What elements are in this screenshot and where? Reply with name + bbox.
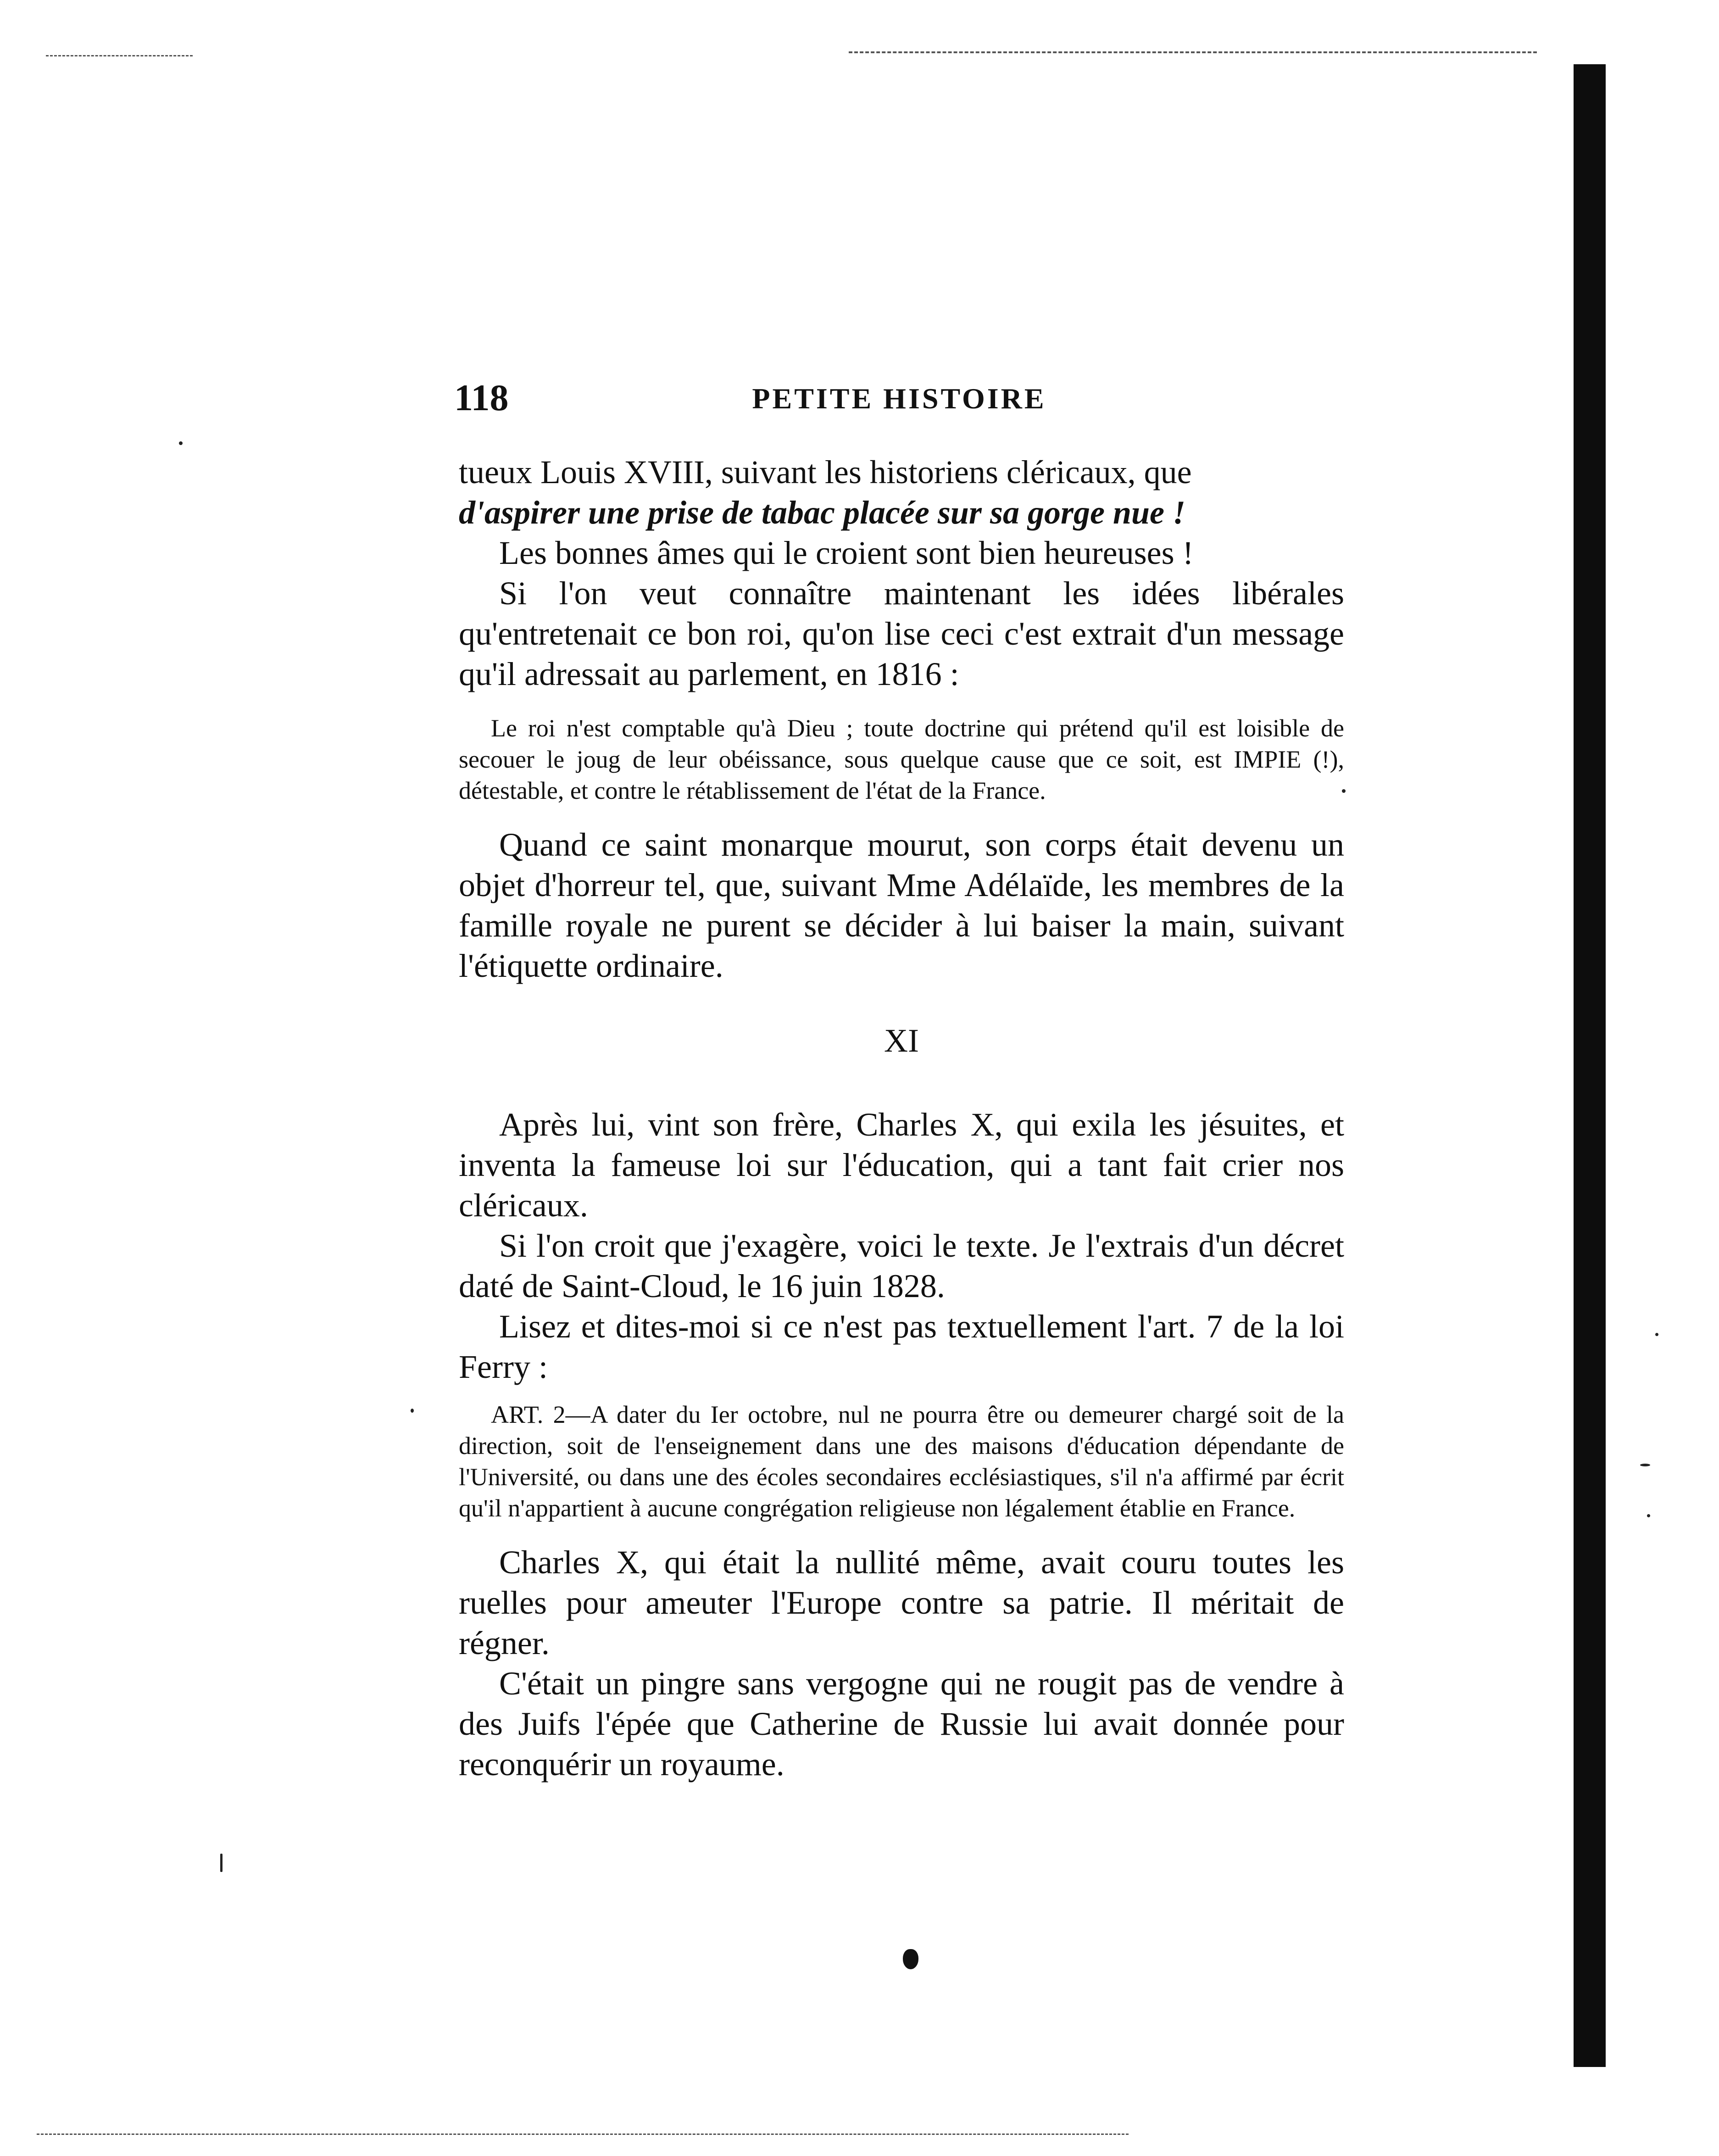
scan-speck [220, 1854, 223, 1872]
paragraph: Après lui, vint son frère, Charles X, qui exila les jésuites, et inventa la fameuse loi sur l'éducation, qui a tant fait crier nos cléricaux. [459, 1106, 1344, 1224]
paragraph: C'était un pingre sans vergogne qui ne rougit pas de vendre à des Juifs l'épée que Catherine de Russie lui avait donnée pour reconquérir un royaume. [459, 1665, 1344, 1783]
running-head [454, 376, 1344, 427]
scan-top-left-noise [46, 55, 193, 56]
scan-speck [411, 1409, 414, 1413]
running-title: PETITE HISTOIRE [752, 382, 1046, 415]
page-ornament [903, 1949, 918, 1969]
scan-speck [1655, 1333, 1658, 1336]
paragraph: Si l'on veut connaître maintenant les idées libérales qu'entretenait ce bon roi, qu'on lise ceci c'est extrait d'un message qu'il adressait au parlement, en 1816 : [459, 575, 1344, 692]
quoted-decree: ART. 2—A dater du Ier octobre, nul ne pourra être ou demeurer chargé soit de la direction, soit de l'enseignement dans une des maisons d'éducation dépendante de l'Université, ou dans une des écoles secondaires ecclésiastiques, s'il n'a affirmé par écrit qu'il n'appartient à aucune congrégation religieuse non légalement établie en France. [459, 1401, 1344, 1522]
scan-speck [1640, 1464, 1650, 1466]
quoted-extract: Le roi n'est comptable qu'à Dieu ; toute doctrine qui prétend qu'il est loisible de secouer le joug de leur obéissance, sous quelque cause que ce soit, est IMPIE (!), détestable, et contre le rétablissement de l'état de la France. [459, 714, 1344, 804]
scan-speck [1647, 1514, 1650, 1517]
paragraph: Les bonnes âmes qui le croient sont bien heureuses ! [499, 535, 1194, 571]
scan-edge-shadow [1574, 64, 1606, 2067]
scan-top-noise [849, 51, 1537, 53]
paragraph: Quand ce saint monarque mourut, son corps était devenu un objet d'horreur tel, que, suivant Mme Adélaïde, les membres de la famille royale ne purent se décider à lui baiser la main, suivant l'étiquette ordinaire. [459, 826, 1344, 984]
text-column [459, 452, 1344, 1784]
scan-speck [179, 441, 183, 445]
section-heading: XI [884, 1022, 919, 1059]
scan-bottom-noise [37, 2134, 1129, 2135]
paragraph: Lisez et dites-moi si ce n'est pas textuellement l'art. 7 de la loi Ferry : [459, 1308, 1344, 1385]
paragraph: Charles X, qui était la nullité même, avait couru toutes les ruelles pour ameuter l'Europe contre sa patrie. Il méritait de régner. [459, 1544, 1344, 1661]
paragraph-emphasis: d'aspirer une prise de tabac placée sur sa gorge nue ! [459, 494, 1185, 531]
paragraph-continued: tueux Louis XVIII, suivant les historiens cléricaux, que [459, 454, 1192, 490]
paragraph: Si l'on croit que j'exagère, voici le texte. Je l'extrais d'un décret daté de Saint-Cloud, le 16 juin 1828. [459, 1227, 1344, 1304]
page-number: 118 [454, 377, 509, 418]
